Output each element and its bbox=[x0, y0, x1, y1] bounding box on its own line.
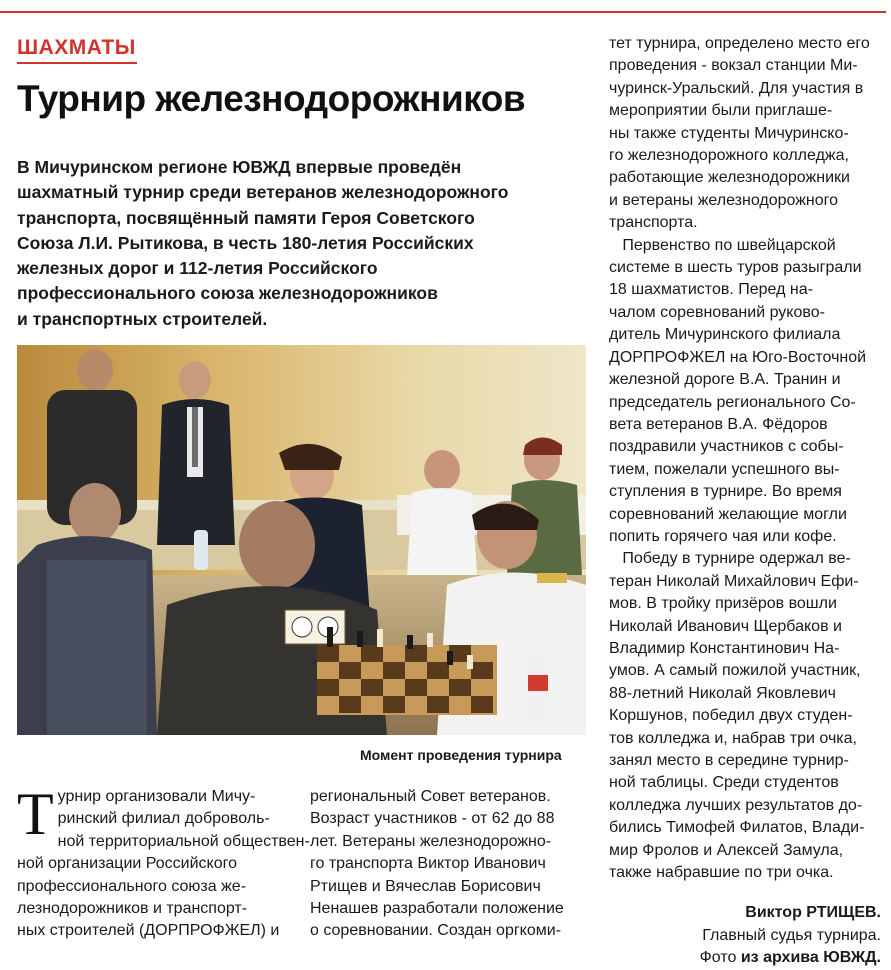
text-line: ступления в турнире. Во время bbox=[609, 483, 842, 501]
rubric-label: ШАХМАТЫ bbox=[17, 36, 136, 59]
text-line: 18 шахматистов. Перед на- bbox=[609, 281, 813, 299]
article-headline: Турнир железнодорожников bbox=[17, 78, 526, 119]
text-line: го транспорта Виктор Иванович bbox=[310, 855, 546, 873]
text-line: проведения - вокзал станции Ми- bbox=[609, 57, 858, 75]
lead-line: железных дорог и 112-летия Российского bbox=[17, 258, 378, 279]
text-line: чалом соревнований руково- bbox=[609, 303, 825, 321]
text-line: соревнований желающие могли bbox=[609, 505, 847, 523]
text-line: тием, пожелали успешного вы- bbox=[609, 460, 840, 478]
text-line: Ртищев и Вячеслав Борисович bbox=[310, 877, 541, 895]
text-line: занял место в середине турнир- bbox=[609, 752, 849, 769]
top-rule bbox=[0, 11, 886, 13]
text-line: го железнодорожного колледжа, bbox=[609, 147, 849, 165]
text-line: урнир организовали Мичу- bbox=[57, 788, 256, 805]
column-middle bbox=[310, 786, 585, 943]
text-line: и ветераны железнодорожного bbox=[609, 191, 839, 209]
text-line: ной территориальной обществен- bbox=[57, 832, 310, 850]
column-left bbox=[17, 781, 310, 943]
text-line: поздравили участников с собы- bbox=[609, 438, 844, 456]
lead-line: и транспортных строителей. bbox=[17, 308, 268, 329]
text-line: теран Николай Михайлович Ефи- bbox=[609, 572, 859, 590]
text-line: дитель Мичуринского филиала bbox=[609, 326, 841, 344]
text-line: попить горячего чая или кофе. bbox=[609, 527, 837, 545]
text-line: лезнодорожников и транспорт- bbox=[17, 900, 248, 918]
lead-line: Союза Л.И. Рытикова, в честь 180-летия Российских bbox=[17, 232, 474, 253]
text-line: ДОРПРОФЖЕЛ на Юго-Восточной bbox=[609, 348, 867, 366]
text-line: ной таблицы. Среди студентов bbox=[609, 774, 839, 792]
text-line: ных строителей (ДОРПРОФЖЕЛ) и bbox=[17, 922, 280, 940]
lead-line: В Мичуринском регионе ЮВЖД впервые проведён bbox=[17, 157, 462, 177]
text-line: железной дороге В.А. Транин и bbox=[609, 371, 841, 389]
photo-credit-source: из архива ЮВЖД. bbox=[740, 949, 881, 967]
author-role: Главный судья турнира. bbox=[702, 926, 881, 944]
text-line: колледжа лучших результатов до- bbox=[609, 796, 863, 814]
text-line: чуринск-Уральский. Для участия в bbox=[609, 79, 864, 97]
text-line: тет турнира, определено место его bbox=[609, 35, 870, 52]
drop-cap: Т bbox=[17, 781, 54, 847]
text-line: Николай Иванович Щербаков и bbox=[609, 617, 842, 635]
column-right bbox=[609, 33, 881, 970]
photo-caption: Момент проведения турнира bbox=[360, 747, 562, 763]
text-line: региональный Совет ветеранов. bbox=[310, 788, 551, 805]
text-line: ной организации Российского bbox=[17, 855, 237, 873]
text-line: председатель регионального Со- bbox=[609, 393, 856, 411]
text-line: Владимир Константинович На- bbox=[609, 639, 840, 657]
author-name: Виктор РТИЩЕВ. bbox=[745, 904, 881, 922]
text-line: о соревновании. Создан оргкоми- bbox=[310, 922, 562, 940]
text-line: работающие железнодорожники bbox=[609, 169, 850, 187]
text-line: также набравшие по три очка. bbox=[609, 864, 834, 882]
text-line: 88-летний Николай Яковлевич bbox=[609, 684, 836, 702]
text-line: лет. Ветераны железнодорожно- bbox=[310, 832, 552, 850]
text-line: мов. В тройку призёров вошли bbox=[609, 595, 837, 613]
signature-block bbox=[609, 902, 881, 969]
text-line: Возраст участников - от 62 до 88 bbox=[310, 810, 555, 828]
tournament-photo-illustration bbox=[17, 345, 586, 735]
text-line: ны также студенты Мичуринско- bbox=[609, 124, 849, 142]
text-line: Победу в турнире одержал ве- bbox=[609, 550, 851, 568]
lead-line: профессионального союза железнодорожников bbox=[17, 283, 438, 304]
tournament-photo bbox=[17, 345, 586, 735]
lead-line: шахматный турнир среди ветеранов железнодорожного bbox=[17, 182, 509, 203]
text-line: профессионального союза же- bbox=[17, 877, 247, 895]
text-line: бились Тимофей Филатов, Влади- bbox=[609, 819, 865, 837]
text-line: тов колледжа и, набрав три очка, bbox=[609, 729, 857, 747]
text-line: Первенство по швейцарской bbox=[609, 236, 836, 254]
text-line: системе в шесть туров разыграли bbox=[609, 259, 862, 277]
text-line: ринский филиал доброволь- bbox=[57, 810, 270, 828]
photo-credit-prefix: Фото bbox=[699, 949, 741, 967]
rubric-underline bbox=[17, 62, 137, 64]
lead-line: транспорта, посвящённый памяти Героя Советского bbox=[17, 207, 475, 228]
article-lead bbox=[17, 155, 607, 332]
text-line: вета ветеранов В.А. Фёдоров bbox=[609, 415, 828, 433]
text-line: Коршунов, победил двух студен- bbox=[609, 707, 853, 725]
text-line: транспорта. bbox=[609, 214, 698, 232]
text-line: мир Фролов и Алексей Замула, bbox=[609, 841, 844, 859]
text-line: мероприятии были приглаше- bbox=[609, 102, 833, 120]
text-line: Ненашев разработали положение bbox=[310, 900, 564, 918]
text-line: умов. А самый пожилой участник, bbox=[609, 662, 861, 680]
